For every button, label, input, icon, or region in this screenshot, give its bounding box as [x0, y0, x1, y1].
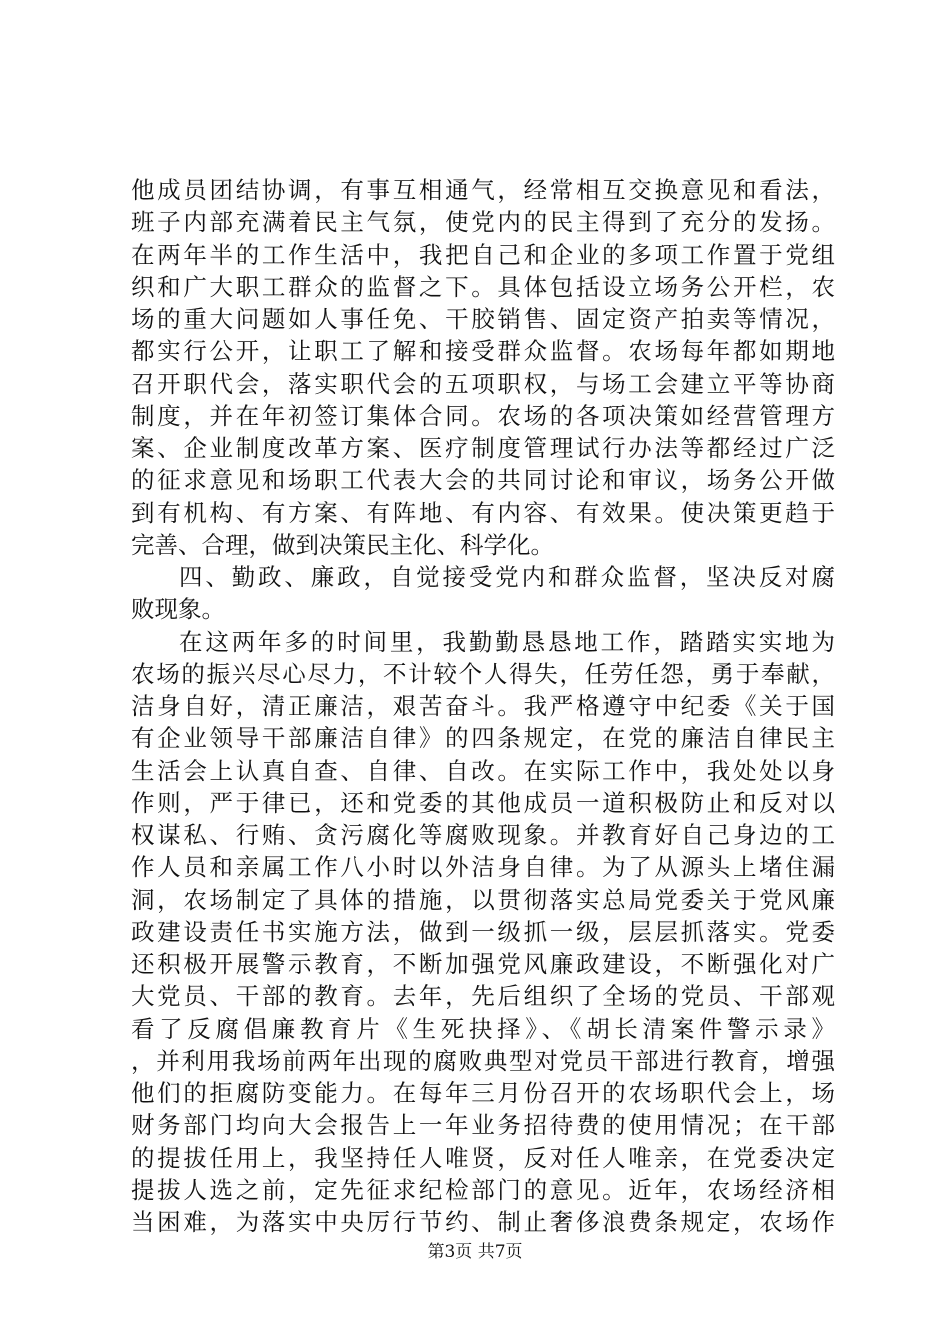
text-line: 到有机构、有方案、有阵地、有内容、有效果。使决策更趋于: [131, 498, 835, 527]
text-line: 有企业领导干部廉洁自律》的四条规定，在党的廉洁自律民主: [131, 724, 835, 753]
text-line: 制度，并在年初签订集体合同。农场的各项决策如经营管理方: [131, 401, 835, 430]
text-line: 生活会上认真自查、自律、自改。在实际工作中，我处处以身: [131, 756, 835, 785]
text-line: 场的重大问题如人事任免、干胶销售、固定资产拍卖等情况，: [131, 305, 835, 333]
text-line: 的提拔任用上，我坚持任人唯贤，反对任人唯亲，在党委决定: [131, 1143, 835, 1172]
text-line: 洁身自好，清正廉洁，艰苦奋斗。我严格遵守中纪委《关于国: [131, 692, 835, 720]
text-line: 在两年半的工作生活中，我把自己和企业的多项工作置于党组: [131, 240, 835, 269]
text-line: 政建设责任书实施方法，做到一级抓一级，层层抓落实。党委: [131, 917, 835, 946]
text-line: 权谋私、行贿、贪污腐化等腐败现象。并教育好自己身边的工: [131, 821, 835, 849]
page-footer: [0, 1240, 950, 1264]
text-line: 洞，农场制定了具体的措施，以贯彻落实总局党委关于党风廉: [131, 885, 835, 914]
text-line: 织和广大职工群众的监督之下。具体包括设立场务公开栏，农: [131, 272, 835, 301]
text-line: 看了反腐倡廉教育片《生死抉择》、《胡长清案件警示录》: [131, 1014, 835, 1043]
document-body: [131, 174, 835, 1238]
text-line: 他们的拒腐防变能力。在每年三月份召开的农场职代会上，场: [131, 1079, 835, 1107]
text-line: 在这两年多的时间里，我勤勤恳恳地工作，踏踏实实地为: [179, 627, 835, 656]
text-line: 都实行公开，让职工了解和接受群众监督。农场每年都如期地: [131, 337, 835, 366]
text-line: 的征求意见和场职工代表大会的共同讨论和审议，场务公开做: [131, 466, 835, 495]
text-line: 完善、合理，做到决策民主化、科学化。: [131, 530, 554, 559]
text-line: 作则，严于律已，还和党委的其他成员一道积极防止和反对以: [131, 788, 835, 817]
text-line: 班子内部充满着民主气氛，使党内的民主得到了充分的发扬。: [131, 208, 835, 237]
page-number: 第3页 共7页: [427, 1242, 523, 1262]
text-line: 农场的振兴尽心尽力，不计较个人得失，任劳任怨，勇于奉献，: [131, 659, 835, 688]
text-line: 案、企业制度改革方案、医疗制度管理试行办法等都经过广泛: [131, 434, 835, 462]
text-line: 财务部门均向大会报告上一年业务招待费的使用情况；在干部: [131, 1111, 835, 1140]
text-line: ，并利用我场前两年出现的腐败典型对党员干部进行教育，增强: [131, 1046, 835, 1075]
text-line: 提拔人选之前，定先征求纪检部门的意见。近年，农场经济相: [131, 1175, 835, 1204]
text-line: 四、勤政、廉政，自觉接受党内和群众监督，坚决反对腐: [179, 563, 835, 591]
text-line: 他成员团结协调，有事互相通气，经常相互交换意见和看法，: [131, 176, 835, 204]
text-line: 败现象。: [131, 595, 225, 624]
text-line: 作人员和亲属工作八小时以外洁身自律。为了从源头上堵住漏: [131, 853, 835, 882]
text-line: 还积极开展警示教育，不断加强党风廉政建设，不断强化对广: [131, 950, 835, 978]
text-line: 当困难，为落实中央厉行节约、制止奢侈浪费条规定，农场作: [131, 1208, 835, 1236]
text-line: 召开职代会，落实职代会的五项职权，与场工会建立平等协商: [131, 369, 835, 398]
text-line: 大党员、干部的教育。去年，先后组织了全场的党员、干部观: [131, 982, 835, 1011]
